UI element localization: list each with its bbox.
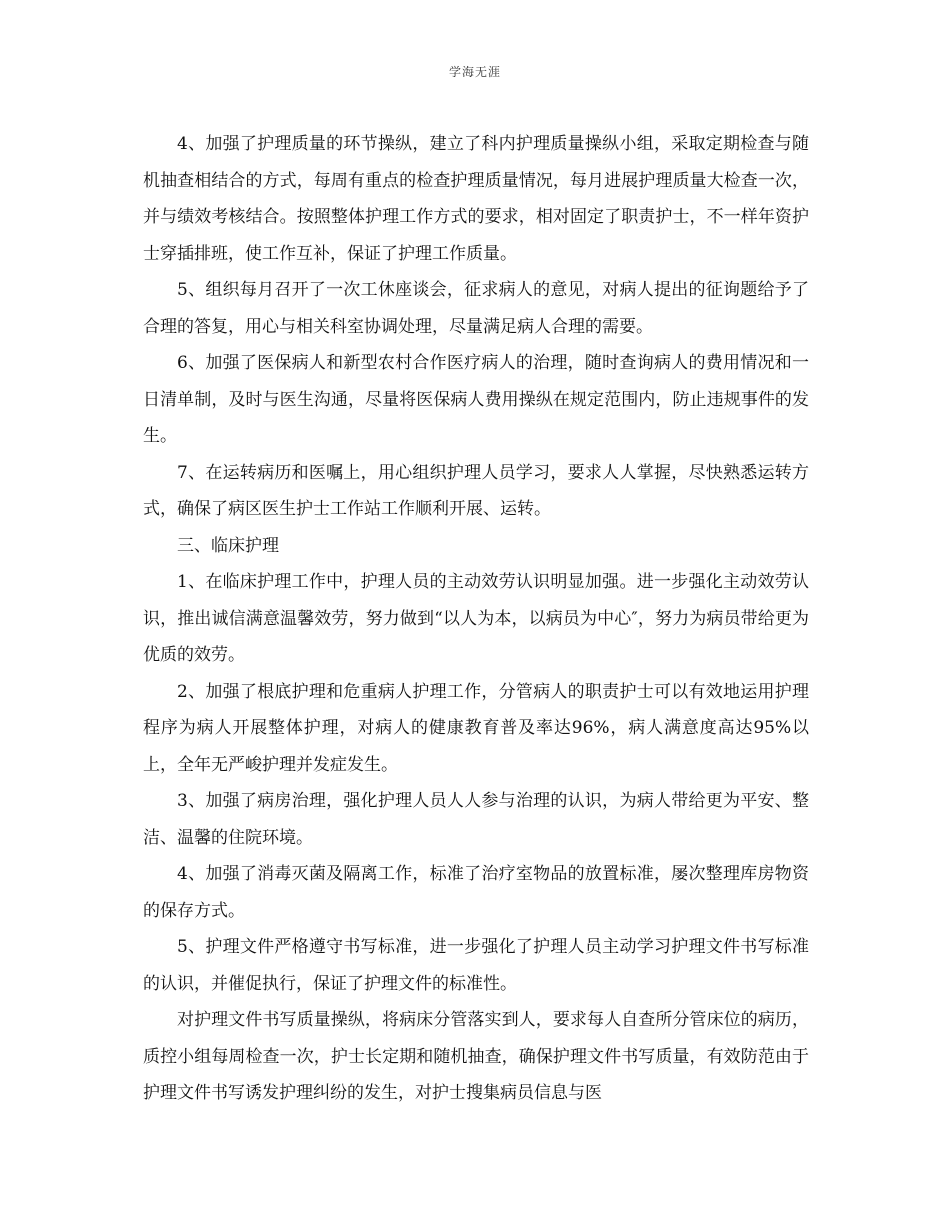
paragraph-clinical-1: 1、在临床护理工作中，护理人员的主动效劳认识明显加强。进一步强化主动效劳认识，推出诚信满意温馨效劳，努力做到“以人为本，以病员为中心″，努力为病员带给更为优质的效劳。 [143,572,809,665]
document-body [143,126,809,1112]
paragraph-item-4: 4、加强了护理质量的环节操纵，建立了科内护理质量操纵小组，采取定期检查与随机抽查相结合的方式，每周有重点的检查护理质量情况，每月进展护理质量大检查一次，并与绩效考核结合。按照整体护理工作方式的要求，相对固定了职责护士，不一样年资护士穿插排班，使工作互补，保证了护理工作质量。 [143,134,809,264]
paragraph-item-6: 6、加强了医保病人和新型农村合作医疗病人的治理，随时查询病人的费用情况和一日清单制，及时与医生沟通，尽量将医保病人费用操纵在规定范围内，防止违规事件的发生。 [143,353,809,446]
paragraph-item-7: 7、在运转病历和医嘱上，用心组织护理人员学习，要求人人掌握，尽快熟悉运转方式，确保了病区医生护士工作站工作顺利开展、运转。 [143,462,809,519]
paragraph-item-5: 5、组织每月召开了一次工休座谈会，征求病人的意见，对病人提出的征询题给予了合理的答复，用心与相关科室协调处理，尽量满足病人合理的需要。 [143,280,809,337]
paragraph-clinical-5: 5、护理文件严格遵守书写标准，进一步强化了护理人员主动学习护理文件书写标准的认识，并催促执行，保证了护理文件的标准性。 [143,937,809,994]
page-header: 学海无涯 [448,65,501,79]
paragraph-clinical-4: 4、加强了消毒灭菌及隔离工作，标准了治疗室物品的放置标准，屡次整理库房物资的保存方式。 [143,864,809,921]
paragraph-document-quality: 对护理文件书写质量操纵，将病床分管落实到人，要求每人自查所分管床位的病历，质控小组每周检查一次，护士长定期和随机抽查，确保护理文件书写质量，有效防范由于护理文件书写诱发护理纠纷的发生，对护士搜集病员信息与医 [143,1010,809,1103]
paragraph-clinical-3: 3、加强了病房治理，强化护理人员人人参与治理的认识，为病人带给更为平安、整洁、温馨的住院环境。 [143,791,809,848]
section-heading-clinical-nursing: 三、临床护理 [177,535,279,556]
paragraph-clinical-2: 2、加强了根底护理和危重病人护理工作，分管病人的职责护士可以有效地运用护理程序为病人开展整体护理，对病人的健康教育普及率达96%，病人满意度高达95%以上，全年无严峻护理并发症发生。 [143,681,809,775]
